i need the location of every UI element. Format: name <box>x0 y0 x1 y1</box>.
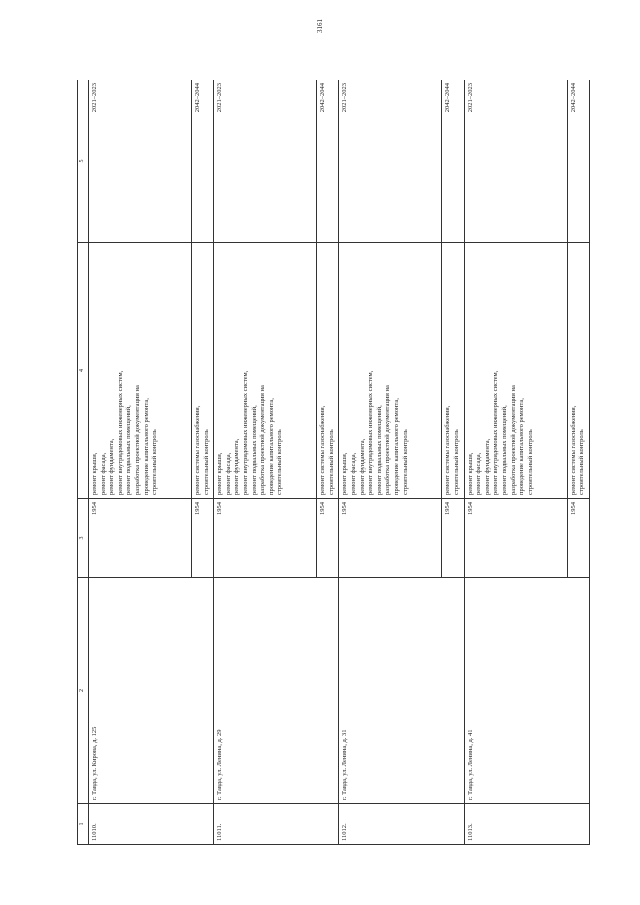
record-year-2: 1954 <box>317 499 339 578</box>
work-item: строительный контроль <box>401 429 409 495</box>
column-number-row <box>78 80 89 845</box>
work-item: ремонт крыши, <box>466 452 474 495</box>
work-item: ремонт подвальных помещений, <box>125 405 133 495</box>
work-item: ремонт внутридомовых инженерных систем, <box>116 370 124 495</box>
record-year: 1954 <box>464 499 567 578</box>
work-item: разработка проектной документации на <box>259 385 267 495</box>
record-id: 11011. <box>214 804 339 845</box>
record-period-2: 2042–2044 <box>567 80 589 243</box>
work-item: ремонт фасада, <box>99 452 107 495</box>
record-works-2 <box>192 243 214 499</box>
work-item: проведение капитального ремонта, <box>267 398 275 495</box>
rotated-table-container <box>77 80 599 845</box>
table-row <box>214 80 317 845</box>
record-works <box>464 243 567 499</box>
work-item: проведение капитального ремонта, <box>518 398 526 495</box>
record-works <box>339 243 442 499</box>
record-year: 1954 <box>214 499 317 578</box>
column-number-3: 3 <box>78 499 89 578</box>
record-address: г. Тавда, ул. Ленина, д. 31 <box>339 578 464 804</box>
column-number-1: 1 <box>78 804 89 845</box>
repair-schedule-table <box>77 80 590 845</box>
table-row <box>89 80 192 845</box>
work-item: строительный контроль <box>526 429 534 495</box>
work-item: ремонт подвальных помещений, <box>500 405 508 495</box>
record-id: 11010. <box>89 804 214 845</box>
record-works <box>89 243 192 499</box>
work-item: ремонт фундамента, <box>483 438 491 495</box>
work-item: ремонт фасада, <box>349 452 357 495</box>
work-item: строительный контроль <box>151 429 159 495</box>
record-period: 2021–2023 <box>214 80 317 243</box>
work-item: ремонт фасада, <box>475 452 483 495</box>
column-number-4: 4 <box>78 243 89 499</box>
record-period: 2021–2023 <box>464 80 567 243</box>
work-item: строительный контроль <box>276 429 284 495</box>
record-year-2: 1954 <box>442 499 464 578</box>
work-item: строительный контроль <box>202 429 210 495</box>
record-period: 2021–2023 <box>339 80 442 243</box>
record-period-2: 2042–2044 <box>442 80 464 243</box>
work-item: ремонт фундамента, <box>233 438 241 495</box>
work-item: ремонт подвальных помещений, <box>375 405 383 495</box>
work-item: ремонт системы газоснабжения, <box>444 405 452 495</box>
work-item: ремонт внутридомовых инженерных систем, <box>367 370 375 495</box>
record-works-2 <box>442 243 464 499</box>
work-item: разработка проектной документации на <box>133 385 141 495</box>
work-item: ремонт фундамента, <box>108 438 116 495</box>
record-works-2 <box>567 243 589 499</box>
record-address: г. Тавда, ул. Кирова, д. 125 <box>89 578 214 804</box>
column-number-5: 5 <box>78 80 89 243</box>
table-row <box>464 80 567 845</box>
work-item: ремонт системы газоснабжения, <box>569 405 577 495</box>
work-item: ремонт системы газоснабжения, <box>194 405 201 495</box>
record-works-2 <box>317 243 339 499</box>
table-frame <box>77 80 599 845</box>
work-item: ремонт крыши, <box>91 452 98 495</box>
work-item: разработка проектной документации на <box>509 385 517 495</box>
record-year-2: 1954 <box>567 499 589 578</box>
record-address: г. Тавда, ул. Ленина, д. 41 <box>464 578 589 804</box>
record-year: 1954 <box>339 499 442 578</box>
record-period-2: 2042–2044 <box>317 80 339 243</box>
work-item: проведение капитального ремонта, <box>142 398 150 495</box>
work-item: строительный контроль <box>327 429 335 495</box>
record-id: 11012. <box>339 804 464 845</box>
column-number-2: 2 <box>78 578 89 804</box>
record-id: 11013. <box>464 804 589 845</box>
work-item: ремонт подвальных помещений, <box>250 405 258 495</box>
work-item: ремонт крыши, <box>341 452 349 495</box>
work-item: ремонт системы газоснабжения, <box>319 405 327 495</box>
work-item: ремонт крыши, <box>216 452 224 495</box>
work-item: ремонт фасада, <box>224 452 232 495</box>
work-item: разработка проектной документации на <box>384 385 392 495</box>
work-item: строительный контроль <box>578 429 586 495</box>
page-number: 3161 <box>316 19 324 33</box>
record-year-2: 1954 <box>192 499 214 578</box>
table-row <box>339 80 442 845</box>
record-period-2: 2042–2044 <box>192 80 214 243</box>
record-period: 2021–2023 <box>89 80 192 243</box>
record-year: 1954 <box>89 499 192 578</box>
record-works <box>214 243 317 499</box>
work-item: ремонт фундамента, <box>358 438 366 495</box>
work-item: ремонт внутридомовых инженерных систем, <box>492 370 500 495</box>
work-item: ремонт внутридомовых инженерных систем, <box>241 370 249 495</box>
record-address: г. Тавда, ул. Ленина, д. 29 <box>214 578 339 804</box>
work-item: строительный контроль <box>452 429 460 495</box>
work-item: проведение капитального ремонта, <box>392 398 400 495</box>
